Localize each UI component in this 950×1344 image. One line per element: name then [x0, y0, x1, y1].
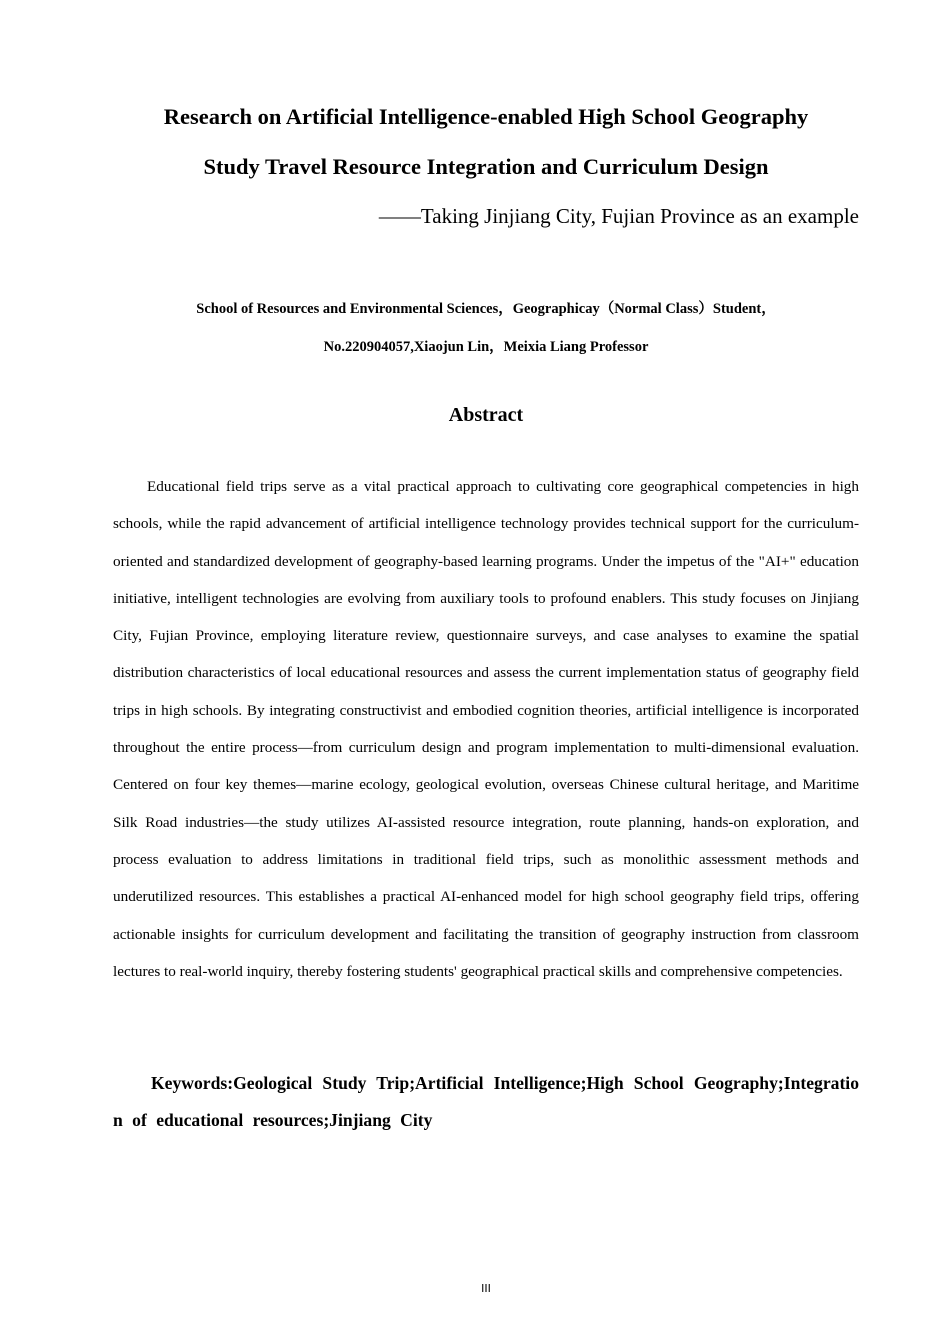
paper-subtitle: ——Taking Jinjiang City, Fujian Province as an example — [378, 204, 859, 228]
page-number: III — [481, 1282, 491, 1295]
author-affiliation-line-1: School of Resources and Environmental Sciences，Geographicay（Normal Class）Student， — [196, 301, 776, 317]
author-affiliation-line-2: No.220904057,Xiaojun Lin，Meixia Liang Professor — [323, 339, 649, 355]
abstract-body: Educational field trips serve as a vital practical approach to cultivating core geographical competencies in high schools, while the rapid advancement of artificial intelligence technology provides technical support for the curriculum-oriented and standardized development of geography-based learning programs. Under the impetus of the "AI+" education initiative, intelligent technologies are evolving from auxiliary tools to profound enablers. This study focuses on Jinjiang City, Fujian Province, employing literature review, questionnaire surveys, and case analyses to examine the spatial distribution characteristics of local educational resources and assess the current implementation status of geography field trips in high schools. By integrating constructivist and embodied cognition theories, artificial intelligence is incorporated throughout the entire process—from curriculum design and program implementation to multi-dimensional evaluation. Centered on four key themes—marine ecology, geological evolution, overseas Chinese cultural heritage, and Maritime Silk Road industries—the study utilizes AI-assisted resource integration, route planning, hands-on exploration, and process evaluation to address limitations in traditional field trips, such as monolithic assessment methods and underutilized resources. This establishes a practical AI-enhanced model for high school geography field trips, offering actionable insights for curriculum development and facilitating the transition of geography instruction from classroom lectures to real-world inquiry, thereby fostering students' geographical practical skills and comprehensive competencies. — [113, 478, 859, 980]
abstract-heading: Abstract — [448, 404, 524, 426]
keywords-paragraph: Keywords:Geological Study Trip;Artificial Intelligence;High School Geography;Integration of educational resources;Jinjiang City — [113, 1073, 859, 1130]
paper-title-line-1: Research on Artificial Intelligence-enabled High School Geography — [163, 104, 809, 129]
paper-title-line-2: Study Travel Resource Integration and Curriculum Design — [203, 154, 769, 179]
